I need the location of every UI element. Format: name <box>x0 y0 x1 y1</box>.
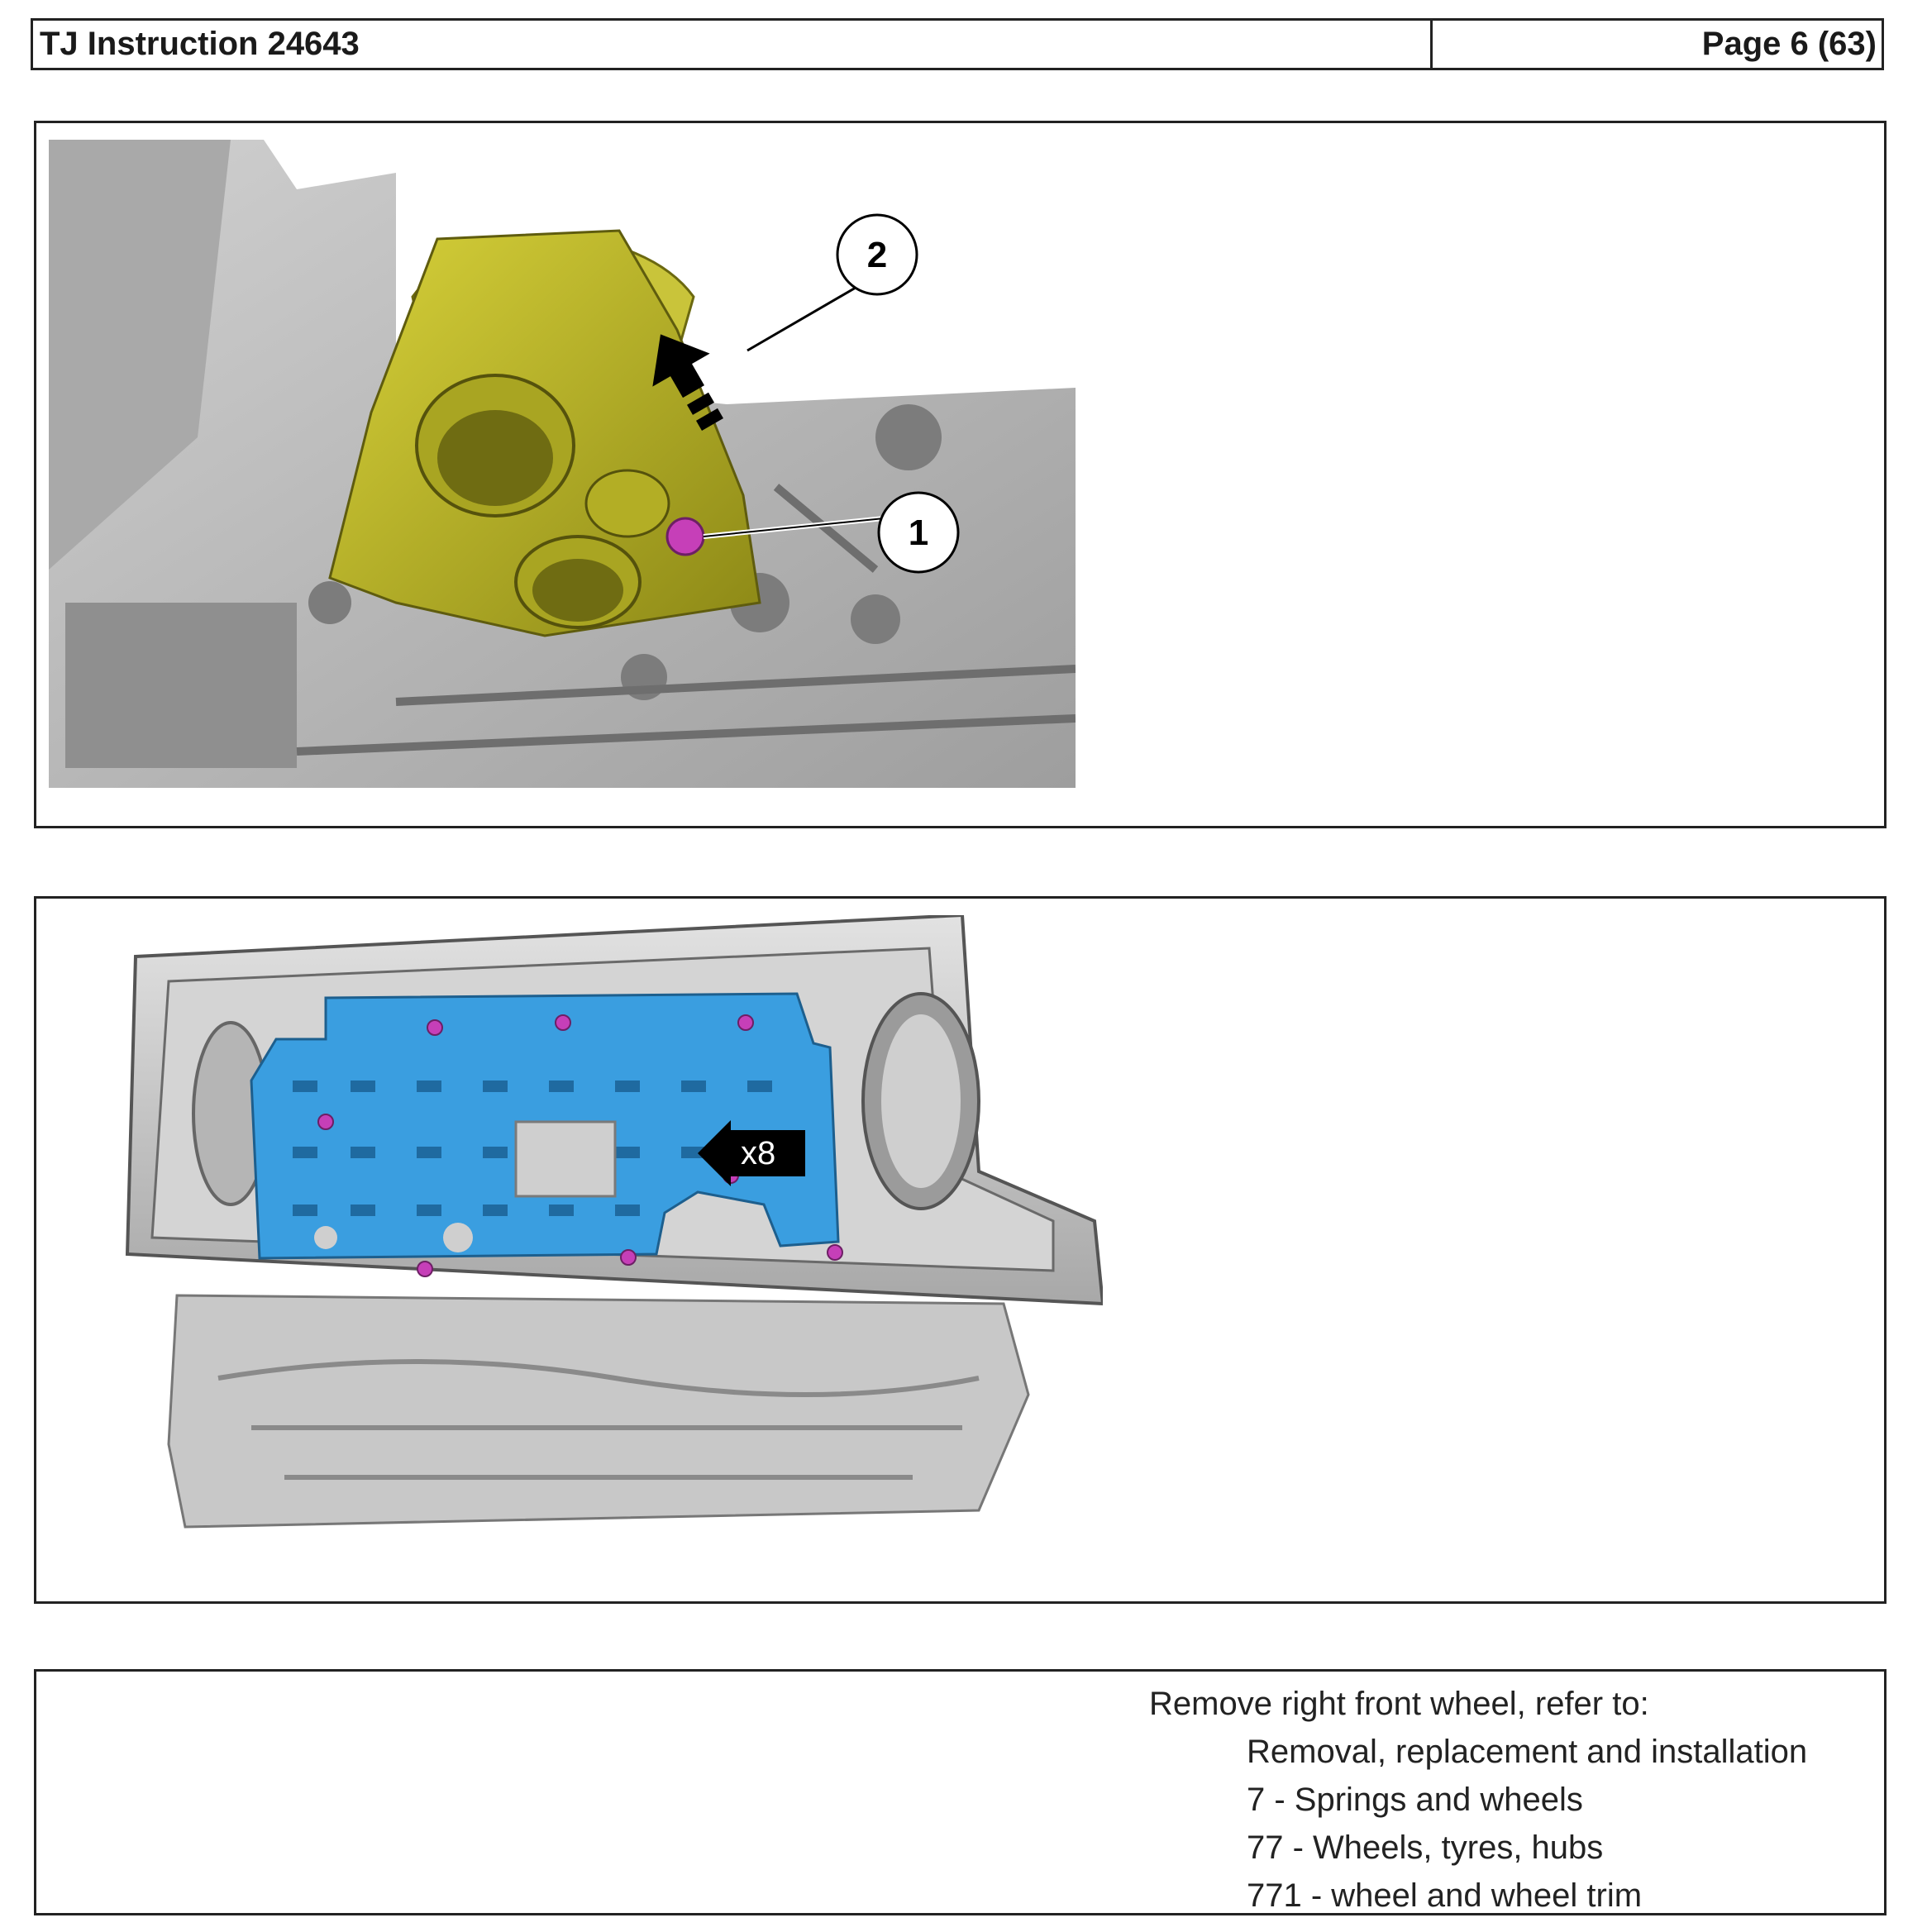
step-intro: Remove right front wheel, refer to: <box>1149 1686 1649 1722</box>
callout-1 <box>873 487 964 578</box>
quantity-label: x8 <box>741 1135 776 1171</box>
reference-item: Removal, replacement and installation <box>1247 1734 1808 1770</box>
figure-oil-pump-frame <box>34 121 1887 828</box>
reference-item: 771 - wheel and wheel trim <box>1247 1877 1643 1914</box>
step-text-frame <box>34 1669 1887 1915</box>
oil-pan-illustration <box>86 915 1103 1560</box>
step-instructions <box>1149 1680 1807 1920</box>
figure-oil-pan-frame <box>34 896 1887 1604</box>
callout-2 <box>832 209 923 300</box>
svg-text:2: 2 <box>866 235 888 275</box>
reference-item: 77 - Wheels, tyres, hubs <box>1247 1829 1604 1866</box>
page-header <box>31 18 1884 70</box>
document-title: TJ Instruction 24643 <box>33 21 1433 68</box>
reference-item: 7 - Springs and wheels <box>1247 1782 1583 1818</box>
svg-text:1: 1 <box>908 513 929 553</box>
page-number: Page 6 (63) <box>1701 26 1877 62</box>
quantity-arrow-icon <box>698 1120 830 1186</box>
